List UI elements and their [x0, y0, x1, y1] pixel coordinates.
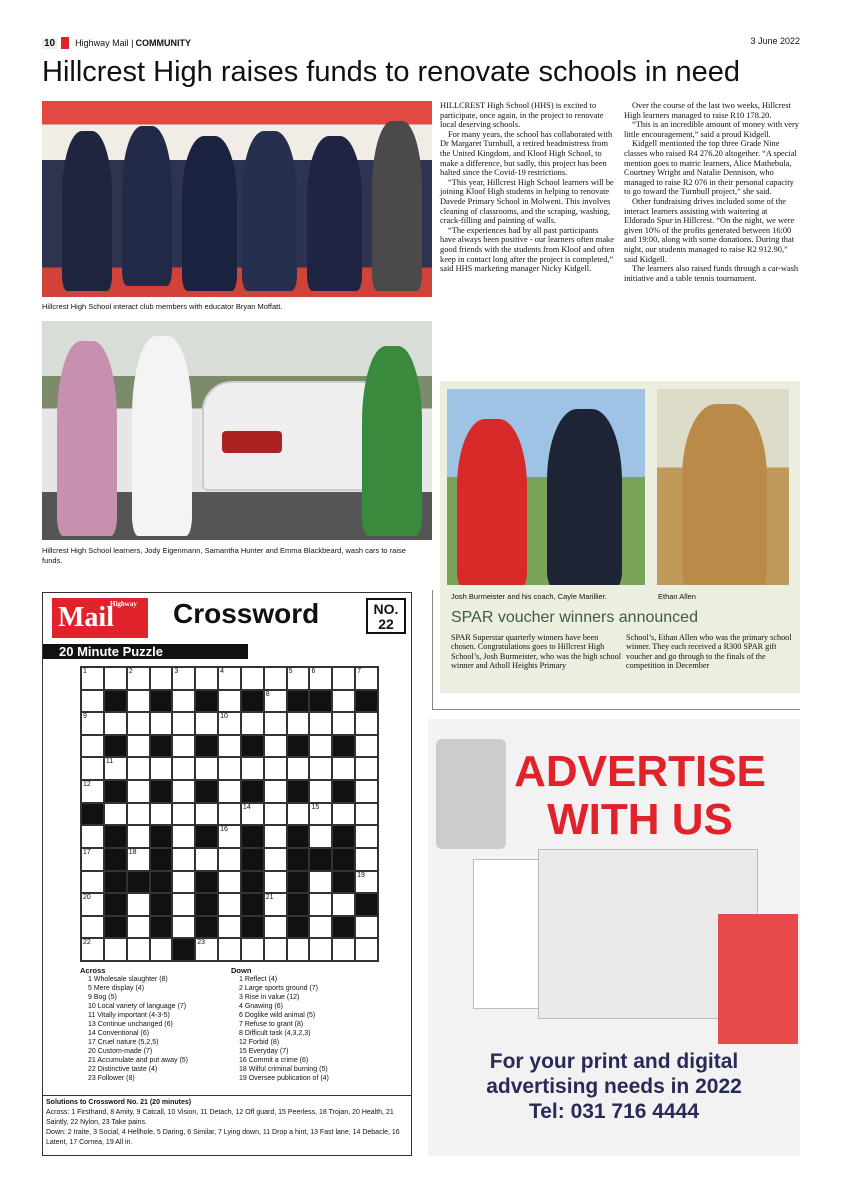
- article-column-1: [440, 101, 616, 274]
- grid-cell[interactable]: [81, 667, 104, 690]
- across-heading: Across: [80, 966, 106, 975]
- clue: 8 Difficult task (4,3,2,3): [239, 1030, 311, 1037]
- cell-number: 15: [311, 803, 320, 811]
- clue: 21 Accumulate and put away (5): [88, 1057, 189, 1064]
- paragraph: Kidgell mentioned the top three Grade Nine classes who raised R4 276.20 altogether. “A special mention goes to matric learners, Alice Mathebula, Courtney Wright and Natalie Dennison, who managed to raise R2 076 in their personal capacity to go toward the Turnbull project,” she said.: [624, 139, 797, 197]
- paragraph: For many years, the school has collaborated with Dr Margaret Turnbull, a retired headmistress from the United Kingdom, and Kloof High School, to make a difference, but sadly, this project has been halted since the Covid-19 restrictions.: [440, 129, 613, 178]
- grid-cell[interactable]: [218, 848, 241, 871]
- clue: 15 Everyday (7): [239, 1048, 289, 1055]
- grid-block: [150, 780, 173, 803]
- grid-cell[interactable]: [309, 667, 332, 690]
- grid-cell[interactable]: [332, 667, 355, 690]
- grid-block: [150, 735, 173, 758]
- cell-number: 5: [288, 668, 293, 675]
- grid-cell[interactable]: [287, 803, 310, 826]
- grid-cell[interactable]: [81, 825, 104, 848]
- grid-block: [241, 916, 264, 939]
- crossword-no-label: NO.: [373, 601, 399, 617]
- clue: 23 Follower (8): [88, 1075, 135, 1082]
- grid-block: [81, 803, 104, 826]
- clue: 14 Conventional (6): [88, 1030, 150, 1037]
- grid-block: [150, 848, 173, 871]
- paragraph: “This year, Hillcrest High School learners will be joining Kloof High students in helping to renovate Davede Primary School in Molweni. This involves cleaning of classrooms, and the scraping, washing, crack-filling and painting of walls.: [440, 177, 614, 226]
- grid-cell[interactable]: [332, 938, 355, 961]
- paragraph: “This is an incredible amount of money with very little encouragement,” said a proud Kidgell.: [624, 120, 799, 139]
- ad-title-line-2: WITH US: [547, 795, 733, 844]
- grid-cell[interactable]: [172, 757, 195, 780]
- grid-cell[interactable]: [150, 803, 173, 826]
- across-clues: [80, 966, 230, 1083]
- grid-block: [332, 735, 355, 758]
- cell-number: 2: [128, 668, 133, 675]
- grid-cell[interactable]: [81, 848, 104, 871]
- grid-cell[interactable]: [195, 712, 218, 735]
- clue: 5 Mere display (4): [88, 985, 145, 992]
- cell-number: 10: [220, 713, 228, 721]
- grid-block: [127, 871, 150, 894]
- page-header: [42, 36, 800, 50]
- grid-block: [355, 893, 378, 916]
- grid-cell[interactable]: [264, 667, 287, 690]
- cell-number: 16: [220, 826, 228, 834]
- paragraph: HILLCREST High School (HHS) is excited to participate, once again, in the project to renovate local deserving schools.: [440, 101, 604, 130]
- spar-title: SPAR voucher winners announced: [451, 609, 698, 626]
- grid-block: [332, 780, 355, 803]
- grid-block: [104, 893, 127, 916]
- grid-block: [195, 735, 218, 758]
- cell-number: 22: [83, 939, 91, 947]
- solutions-title: Solutions to Crossword No. 21 (20 minutes): [46, 1099, 192, 1106]
- paragraph: The learners also raised funds through a car-wash initiative and a table tennis tournament.: [624, 264, 799, 283]
- grid-cell[interactable]: [81, 780, 104, 803]
- grid-cell[interactable]: [81, 938, 104, 961]
- grid-cell[interactable]: [104, 757, 127, 780]
- article-headline: Hillcrest High raises funds to renovate schools in need: [42, 56, 740, 88]
- grid-cell[interactable]: [355, 735, 378, 758]
- grid-cell[interactable]: [332, 690, 355, 713]
- grid-cell[interactable]: [127, 803, 150, 826]
- grid-cell[interactable]: [218, 803, 241, 826]
- cell-number: 9: [83, 713, 87, 721]
- cell-number: 20: [83, 894, 91, 902]
- crossword-number: [366, 598, 406, 634]
- grid-cell[interactable]: [104, 712, 127, 735]
- grid-block: [195, 916, 218, 939]
- grid-cell[interactable]: [218, 780, 241, 803]
- grid-block: [241, 848, 264, 871]
- grid-cell[interactable]: [172, 690, 195, 713]
- cell-number: 7: [357, 668, 362, 675]
- grid-cell[interactable]: [127, 780, 150, 803]
- grid-cell[interactable]: [172, 893, 195, 916]
- grid-block: [195, 780, 218, 803]
- grid-cell[interactable]: [127, 735, 150, 758]
- grid-cell[interactable]: [264, 780, 287, 803]
- grid-block: [332, 871, 355, 894]
- clue: 17 Cruel nature (5,2,5): [88, 1039, 159, 1046]
- paragraph: Over the course of the last two weeks, Hillcrest High learners managed to raise R10 178.20.: [624, 101, 791, 120]
- publication-name: Highway Mail: [75, 38, 129, 48]
- grid-block: [287, 848, 310, 871]
- clue: 16 Commit a crime (6): [239, 1057, 309, 1064]
- clue: 11 Vitally important (4-3-5): [88, 1012, 170, 1019]
- grid-cell[interactable]: [287, 667, 310, 690]
- grid-cell[interactable]: [241, 712, 264, 735]
- article-column-2: [624, 101, 800, 283]
- grid-cell[interactable]: [218, 871, 241, 894]
- ad-phone: Tel: 031 716 4444: [528, 1100, 700, 1123]
- grid-block: [287, 780, 310, 803]
- grid-cell[interactable]: [264, 871, 287, 894]
- grid-block: [150, 825, 173, 848]
- grid-cell[interactable]: [332, 712, 355, 735]
- issue-date: 3 June 2022: [750, 36, 800, 46]
- grid-cell[interactable]: [150, 712, 173, 735]
- grid-cell[interactable]: [309, 712, 332, 735]
- grid-cell[interactable]: [218, 938, 241, 961]
- grid-cell[interactable]: [355, 712, 378, 735]
- photo-caption-2: Hillcrest High School learners, Jody Eigenmann, Samantha Hunter and Emma Blackbeard, wash cars to raise funds.: [42, 546, 406, 565]
- grid-cell[interactable]: [127, 690, 150, 713]
- mail-logo: [52, 598, 148, 638]
- grid-block: [241, 893, 264, 916]
- grid-cell[interactable]: [172, 735, 195, 758]
- crossword-grid[interactable]: [80, 666, 379, 962]
- cell-number: 19: [357, 871, 365, 879]
- section-marker: [61, 37, 69, 49]
- grid-cell[interactable]: [218, 916, 241, 939]
- grid-block: [332, 825, 355, 848]
- down-clues: [231, 966, 406, 1083]
- crossword-title: Crossword: [173, 598, 320, 629]
- grid-cell[interactable]: [264, 735, 287, 758]
- grid-cell[interactable]: [355, 780, 378, 803]
- crossword-solutions: [43, 1095, 411, 1150]
- section-divider: [432, 709, 800, 710]
- down-heading: Down: [231, 966, 252, 975]
- grid-cell[interactable]: [195, 667, 218, 690]
- grid-block: [332, 848, 355, 871]
- grid-cell[interactable]: [309, 803, 332, 826]
- grid-block: [150, 893, 173, 916]
- grid-cell[interactable]: [264, 803, 287, 826]
- grid-block: [287, 735, 310, 758]
- grid-block: [104, 848, 127, 871]
- cell-number: 1: [83, 668, 87, 675]
- grid-cell[interactable]: [355, 825, 378, 848]
- grid-block: [287, 825, 310, 848]
- grid-block: [355, 690, 378, 713]
- grid-block: [241, 735, 264, 758]
- photo-caption-1: Hillcrest High School interact club members with educator Bryan Moffatt.: [42, 302, 283, 311]
- grid-cell[interactable]: [309, 825, 332, 848]
- grid-block: [287, 871, 310, 894]
- grid-cell[interactable]: [127, 893, 150, 916]
- grid-cell[interactable]: [127, 825, 150, 848]
- grid-cell[interactable]: [332, 757, 355, 780]
- clue: 22 Distinctive taste (4): [88, 1066, 158, 1073]
- page-number: 10: [44, 37, 56, 49]
- section-name: COMMUNITY: [135, 38, 191, 48]
- grid-cell[interactable]: [355, 667, 378, 690]
- car-wash-photo: [42, 321, 432, 540]
- grid-cell[interactable]: [218, 735, 241, 758]
- interact-club-photo: [42, 101, 432, 297]
- grid-block: [241, 690, 264, 713]
- grid-block: [104, 780, 127, 803]
- grid-block: [332, 916, 355, 939]
- cell-number: 21: [265, 894, 274, 902]
- grid-block: [241, 871, 264, 894]
- grid-cell[interactable]: [127, 712, 150, 735]
- clue: 4 Gnawing (6): [239, 1003, 283, 1010]
- grid-cell[interactable]: [264, 893, 287, 916]
- clue: 3 Rise in value (12): [239, 994, 300, 1001]
- grid-cell[interactable]: [218, 757, 241, 780]
- ad-footer-line-1: For your print and digital: [489, 1050, 739, 1073]
- grid-cell[interactable]: [355, 803, 378, 826]
- grid-cell[interactable]: [104, 938, 127, 961]
- clue: 19 Oversee publication of (4): [239, 1075, 329, 1082]
- grid-cell[interactable]: [104, 667, 127, 690]
- logo-small-text: Highway: [110, 600, 137, 608]
- ethan-allen-photo: [657, 389, 789, 585]
- grid-cell[interactable]: [332, 803, 355, 826]
- grid-cell[interactable]: [264, 712, 287, 735]
- grid-cell[interactable]: [81, 757, 104, 780]
- grid-cell[interactable]: [81, 690, 104, 713]
- grid-block: [150, 916, 173, 939]
- grid-cell[interactable]: [309, 735, 332, 758]
- clue: 7 Refuse to grant (8): [239, 1021, 304, 1028]
- column-divider: [432, 590, 433, 710]
- grid-cell[interactable]: [172, 780, 195, 803]
- clue: 12 Forbid (8): [239, 1039, 280, 1046]
- grid-cell[interactable]: [172, 712, 195, 735]
- grid-cell[interactable]: [172, 825, 195, 848]
- grid-block: [150, 690, 173, 713]
- grid-cell[interactable]: [195, 938, 218, 961]
- grid-block: [195, 893, 218, 916]
- grid-cell[interactable]: [127, 938, 150, 961]
- grid-cell[interactable]: [309, 871, 332, 894]
- grid-cell[interactable]: [127, 916, 150, 939]
- clue: 9 Bog (5): [88, 994, 117, 1001]
- grid-cell[interactable]: [81, 871, 104, 894]
- grid-cell[interactable]: [172, 848, 195, 871]
- grid-cell[interactable]: [355, 757, 378, 780]
- grid-cell[interactable]: [218, 690, 241, 713]
- grid-cell[interactable]: [172, 916, 195, 939]
- grid-cell[interactable]: [355, 916, 378, 939]
- clue: 6 Doglike wild animal (5): [239, 1012, 316, 1019]
- clue: 20 Custom-made (7): [88, 1048, 153, 1055]
- grid-cell[interactable]: [150, 757, 173, 780]
- grid-cell[interactable]: [309, 780, 332, 803]
- grid-cell[interactable]: [264, 938, 287, 961]
- grid-block: [172, 938, 195, 961]
- grid-block: [195, 825, 218, 848]
- clue: 13 Continue unchanged (6): [88, 1021, 173, 1028]
- grid-block: [195, 690, 218, 713]
- grid-cell[interactable]: [309, 916, 332, 939]
- grid-cell[interactable]: [127, 757, 150, 780]
- grid-cell[interactable]: [127, 667, 150, 690]
- grid-block: [309, 848, 332, 871]
- grid-cell[interactable]: [241, 667, 264, 690]
- cell-number: 4: [220, 668, 224, 675]
- ad-title-line-1: ADVERTISE: [514, 747, 766, 796]
- grid-block: [241, 780, 264, 803]
- grid-cell[interactable]: [81, 712, 104, 735]
- grid-cell[interactable]: [264, 848, 287, 871]
- grid-cell[interactable]: [150, 667, 173, 690]
- cell-number: 12: [83, 781, 91, 789]
- grid-cell[interactable]: [150, 938, 173, 961]
- paragraph: “The experiences had by all past participants have always been positive - our learners often make good friends with the students from Kloof and often keep in contact long after the project is completed,” said HHS marketing manager Nicky Kidgell.: [440, 225, 615, 274]
- grid-block: [104, 916, 127, 939]
- grid-cell[interactable]: [241, 938, 264, 961]
- grid-cell[interactable]: [172, 871, 195, 894]
- grid-cell[interactable]: [355, 938, 378, 961]
- solutions-down: Down: 2 Iraite, 3 Social, 4 Hellhole, 5 Daring, 6 Similar, 7 Lying down, 11 Drop a hint, 13 Fast lane, 14 Debacle, 16 Latent, 17 Cornea, 19 All in.: [46, 1129, 400, 1146]
- grid-cell[interactable]: [218, 893, 241, 916]
- grid-cell[interactable]: [264, 916, 287, 939]
- cell-number: 3: [174, 668, 179, 675]
- cell-number: 18: [128, 848, 137, 856]
- grid-block: [104, 871, 127, 894]
- grid-block: [104, 825, 127, 848]
- grid-cell[interactable]: [241, 757, 264, 780]
- grid-cell[interactable]: [81, 916, 104, 939]
- ad-footer-line-2: advertising needs in 2022: [486, 1075, 742, 1098]
- grid-block: [309, 690, 332, 713]
- logo-text: Mail: [58, 602, 114, 633]
- grid-cell[interactable]: [218, 712, 241, 735]
- grid-cell[interactable]: [81, 893, 104, 916]
- cell-number: 14: [242, 803, 251, 811]
- clue: 1 Wholesale slaughter (8): [88, 976, 168, 983]
- cell-number: 6: [311, 668, 316, 675]
- cell-number: 17: [83, 848, 91, 856]
- grid-cell[interactable]: [81, 735, 104, 758]
- paragraph: Other fundraising drives included some of the interact learners assisting with waitering at Eldorado Spur in Hillcrest. “On the night, we were given 10% of the profits generated between 16:00 and 19:00, along with some donations. During that night, our students managed to raise R2 912.90,” said Kidgell.: [624, 196, 795, 264]
- grid-cell[interactable]: [309, 893, 332, 916]
- grid-block: [287, 893, 310, 916]
- spar-column-2: School’s, Ethan Allen who was the primary school winner. They each received a R300 SPAR gift voucher and go through to the finals of the competition in December: [626, 633, 792, 671]
- grid-cell[interactable]: [195, 848, 218, 871]
- grid-cell[interactable]: [241, 803, 264, 826]
- cell-number: 8: [265, 690, 270, 698]
- grid-cell[interactable]: [264, 690, 287, 713]
- grid-cell[interactable]: [218, 825, 241, 848]
- header-divider: |: [128, 38, 134, 48]
- grid-cell[interactable]: [355, 871, 378, 894]
- clue: 1 Reflect (4): [239, 976, 278, 983]
- grid-cell[interactable]: [218, 667, 241, 690]
- puzzle-banner: 20 Minute Puzzle: [43, 644, 248, 659]
- grid-cell[interactable]: [309, 938, 332, 961]
- grid-cell[interactable]: [287, 938, 310, 961]
- grid-cell[interactable]: [309, 757, 332, 780]
- grid-block: [287, 916, 310, 939]
- grid-cell[interactable]: [127, 848, 150, 871]
- spar-column-1: SPAR Superstar quarterly winners have been chosen. Congratulations goes to Hillcrest High School’s, Josh Burmeister, who was the high school winner and Atholl Heights Primary: [451, 633, 622, 671]
- grid-cell[interactable]: [104, 803, 127, 826]
- grid-cell[interactable]: [172, 803, 195, 826]
- grid-block: [150, 871, 173, 894]
- spar-caption-right: Ethan Allen: [658, 592, 696, 601]
- crossword-no-value: 22: [378, 616, 394, 632]
- grid-cell[interactable]: [195, 757, 218, 780]
- cell-number: 11: [105, 758, 114, 766]
- grid-cell[interactable]: [195, 803, 218, 826]
- grid-cell[interactable]: [172, 667, 195, 690]
- grid-cell[interactable]: [355, 848, 378, 871]
- clue: 10 Local variety of language (7): [88, 1003, 187, 1010]
- grid-block: [104, 690, 127, 713]
- grid-block: [287, 690, 310, 713]
- grid-block: [195, 871, 218, 894]
- josh-burmeister-photo: [447, 389, 645, 585]
- spar-caption-left: Josh Burmeister and his coach, Cayle Marillier.: [451, 592, 607, 601]
- clue: 18 Wilful criminal burning (5): [239, 1066, 328, 1073]
- grid-cell[interactable]: [264, 757, 287, 780]
- clue: 2 Large sports ground (7): [239, 985, 318, 992]
- solutions-across: Across: 1 Firsthand, 8 Amity, 9 Catcall, 10 Vision, 11 Detach, 12 Off guard, 15 Peerless, 18 Trojan, 20 Health, 21 Saintly, 22 Nylon, 23 Take pains.: [46, 1109, 394, 1126]
- grid-cell[interactable]: [287, 712, 310, 735]
- grid-cell[interactable]: [264, 825, 287, 848]
- grid-block: [241, 825, 264, 848]
- grid-cell[interactable]: [287, 757, 310, 780]
- cell-number: 23: [197, 939, 206, 947]
- grid-cell[interactable]: [332, 893, 355, 916]
- grid-block: [104, 735, 127, 758]
